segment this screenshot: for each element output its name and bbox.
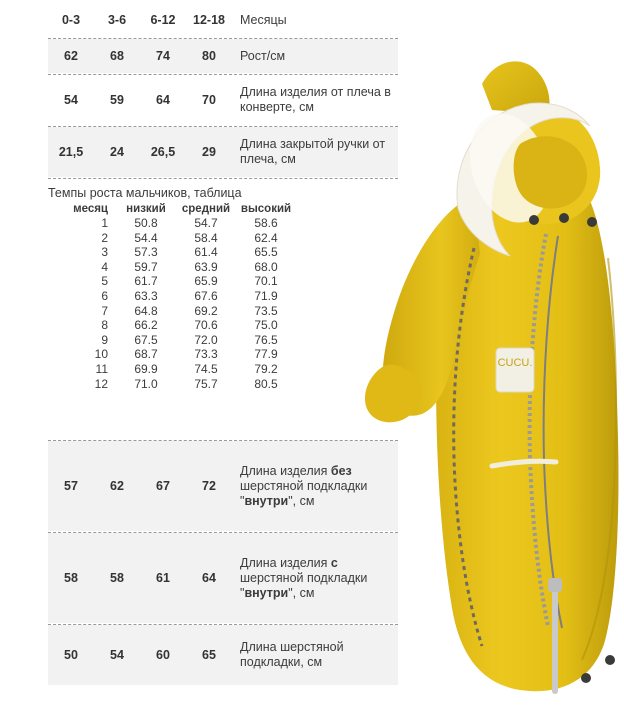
label-part-bold: с — [330, 555, 338, 570]
growth-cell-mid: 67.6 — [194, 288, 218, 303]
growth-cell-mid: 69.2 — [194, 303, 218, 318]
table-row — [48, 216, 296, 231]
growth-cell-high: 68.0 — [254, 259, 278, 274]
with-lining-val-2: 61 — [156, 571, 170, 585]
growth-cell-high: 62.4 — [254, 230, 278, 245]
growth-cell-high: 79.2 — [254, 361, 278, 376]
growth-cell-high: 70.1 — [254, 274, 278, 289]
lining-length-val-2: 60 — [156, 648, 170, 662]
table-row — [48, 289, 296, 304]
growth-cell-month: 11 — [95, 361, 108, 376]
lining-length-val-0: 50 — [64, 648, 78, 662]
label-part: ", см — [288, 493, 315, 508]
growth-cell-mid: 54.7 — [194, 216, 218, 230]
snap-button — [529, 215, 539, 225]
lining-length-val-3: 65 — [202, 648, 216, 662]
growth-cell-high: 71.9 — [254, 288, 278, 303]
snap-button-bottom — [605, 655, 615, 665]
with-lining-val-1: 58 — [110, 571, 124, 585]
growth-cell-mid: 72.0 — [194, 332, 218, 347]
growth-cell-low: 54.4 — [134, 230, 158, 245]
growth-cell-high: 73.5 — [254, 303, 278, 318]
label-part: шерстяной подкладки " — [240, 570, 368, 600]
growth-cell-low: 63.3 — [134, 288, 158, 303]
table-row — [48, 318, 296, 333]
growth-cell-low: 67.5 — [134, 332, 158, 347]
growth-cell-high: 77.9 — [254, 347, 278, 362]
label-part: Длина изделия — [240, 463, 331, 478]
growth-cell-mid: 63.9 — [194, 259, 218, 274]
table-row — [48, 347, 296, 362]
table-row — [48, 333, 296, 348]
growth-cell-month: 12 — [94, 376, 108, 391]
zipper-pull — [548, 578, 562, 592]
growth-cell-low: 69.9 — [134, 361, 158, 376]
size-header-label: Месяцы — [240, 12, 287, 27]
growth-table-title: Темпы роста мальчиков, таблица — [48, 186, 242, 200]
length-shoulder-label: Длина изделия от плеча в конверте, см — [240, 85, 391, 114]
growth-cell-high: 76.5 — [254, 332, 278, 347]
product-illustration — [324, 48, 624, 700]
growth-cell-month: 5 — [101, 274, 108, 289]
growth-header-row — [48, 203, 296, 216]
growth-header-mid: средний — [181, 203, 231, 215]
growth-cell-low: 71.0 — [134, 376, 158, 391]
height-label: Рост/см — [240, 48, 286, 63]
growth-cell-month: 2 — [101, 230, 108, 245]
sleeve-val-1: 24 — [110, 145, 124, 159]
sleeve-val-2: 26,5 — [150, 145, 176, 159]
growth-cell-low: 66.2 — [134, 318, 158, 333]
growth-cell-month: 8 — [101, 318, 108, 333]
growth-cell-low: 50.8 — [134, 216, 158, 230]
zipper-bottom — [552, 582, 558, 694]
label-part: шерстяной подкладки " — [240, 478, 368, 508]
height-val-3: 80 — [202, 49, 216, 63]
lining-length-label: Длина шерстяной подкладки, см — [240, 640, 344, 669]
snap-button — [587, 217, 597, 227]
growth-cell-high: 80.5 — [254, 376, 278, 391]
sleeve-label: Длина закрытой ручки от плеча, см — [240, 137, 386, 166]
growth-cell-mid: 75.7 — [194, 376, 218, 391]
length-shoulder-val-1: 59 — [110, 93, 124, 107]
length-shoulder-val-0: 54 — [64, 93, 78, 107]
without-lining-val-0: 57 — [64, 479, 78, 493]
label-part: Длина изделия — [240, 555, 331, 570]
label-part-bold: внутри — [244, 493, 289, 508]
growth-cell-month: 3 — [101, 245, 108, 260]
size-col-2: 6-12 — [150, 13, 176, 27]
growth-cell-mid: 73.3 — [194, 347, 218, 362]
without-lining-val-3: 72 — [202, 479, 216, 493]
growth-cell-low: 68.7 — [134, 347, 158, 362]
growth-cell-low: 57.3 — [134, 245, 158, 260]
label-part-bold: внутри — [244, 585, 289, 600]
without-lining-val-1: 62 — [110, 479, 124, 493]
label-part-bold: без — [330, 463, 352, 478]
growth-cell-low: 61.7 — [134, 274, 158, 289]
growth-table-grid — [48, 203, 296, 391]
size-col-3: 12-18 — [193, 13, 225, 27]
growth-cell-high: 75.0 — [254, 318, 278, 333]
length-shoulder-val-2: 64 — [156, 93, 170, 107]
table-row — [48, 304, 296, 319]
height-val-2: 74 — [156, 49, 170, 63]
growth-cell-low: 59.7 — [134, 259, 158, 274]
table-row — [48, 362, 296, 377]
growth-cell-month: 6 — [101, 288, 108, 303]
growth-cell-mid: 65.9 — [194, 274, 218, 289]
growth-cell-low: 64.8 — [134, 303, 158, 318]
label-part: ", см — [288, 585, 315, 600]
with-lining-val-3: 64 — [202, 571, 216, 585]
size-col-1: 3-6 — [107, 13, 127, 27]
growth-cell-month: 9 — [101, 332, 108, 347]
growth-cell-month: 1 — [101, 216, 108, 230]
growth-cell-month: 7 — [101, 303, 108, 318]
growth-header-low: низкий — [126, 203, 166, 215]
with-lining-val-0: 58 — [64, 571, 78, 585]
snap-button-bottom — [581, 673, 591, 683]
table-row — [48, 245, 296, 260]
without-lining-val-2: 67 — [156, 479, 170, 493]
growth-cell-high: 58.6 — [254, 216, 278, 230]
sleeve-val-0: 21,5 — [58, 145, 84, 159]
size-col-0: 0-3 — [61, 13, 81, 27]
table-row — [48, 274, 296, 289]
table-row — [48, 260, 296, 275]
product-photo — [324, 48, 624, 700]
growth-header-high: высокий — [240, 203, 292, 215]
growth-header-month: месяц — [73, 203, 108, 215]
snap-button — [559, 213, 569, 223]
growth-cell-month: 10 — [94, 347, 108, 362]
growth-cell-mid: 74.5 — [194, 361, 218, 376]
growth-cell-mid: 58.4 — [194, 230, 218, 245]
table-row — [48, 377, 296, 392]
lining-length-val-1: 54 — [110, 648, 124, 662]
growth-cell-month: 4 — [101, 259, 108, 274]
sleeve-val-3: 29 — [202, 145, 216, 159]
size-table-header-row — [48, 4, 398, 36]
table-row — [48, 231, 296, 246]
logo-patch-text: CUCU. — [497, 357, 533, 369]
growth-cell-mid: 70.6 — [194, 318, 218, 333]
height-val-1: 68 — [110, 49, 124, 63]
growth-cell-mid: 61.4 — [194, 245, 218, 260]
logo-patch — [496, 348, 534, 392]
height-val-0: 62 — [64, 49, 78, 63]
growth-table — [48, 186, 348, 391]
length-shoulder-val-3: 70 — [202, 93, 216, 107]
growth-cell-high: 65.5 — [254, 245, 278, 260]
